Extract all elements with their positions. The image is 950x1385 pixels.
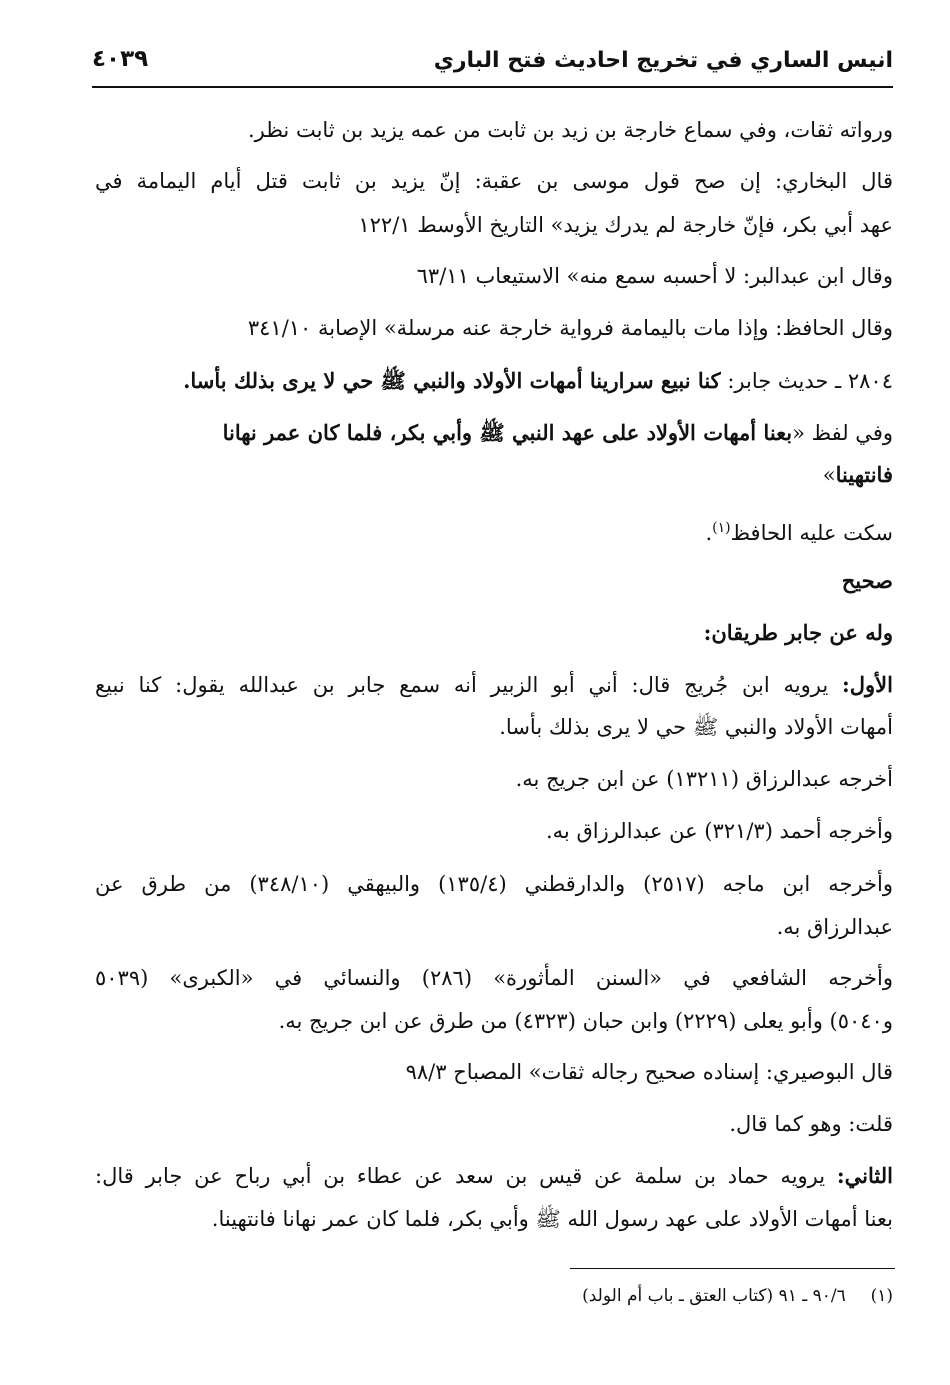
takhrij-line: وأخرجه الشافعي في «السنن المأثورة» (٢٨٦) والنسائي في «الكبرى» (٥٠٣٩ bbox=[95, 966, 893, 990]
hadith-number: ٢٨٠٤ ـ حديث جابر: bbox=[720, 369, 893, 393]
second-path-label: الثاني: bbox=[836, 1163, 893, 1188]
body-line: أمهات الأولاد والنبي ﷺ حي لا يرى بذلك بأسا. bbox=[499, 715, 893, 739]
variant-line-end bbox=[823, 460, 893, 490]
silent-note-text: سكت عليه الحافظ bbox=[730, 521, 893, 545]
header-rule bbox=[92, 86, 893, 88]
silent-note: سكت عليه الحافظ$^{(١)}$. bbox=[705, 520, 893, 545]
first-path-label: الأول: bbox=[842, 672, 893, 697]
variant-prefix: وفي لفظ « bbox=[792, 421, 893, 445]
variant-text-end: فانتهينا bbox=[835, 462, 893, 487]
body-line: قلت: وهو كما قال. bbox=[729, 1112, 893, 1136]
takhrij-line: أخرجه عبدالرزاق (١٣٢١١) عن ابن جريج به. bbox=[515, 767, 893, 791]
body-line: قال البخاري: إن صح قول موسى بن عقبة: إنّ يزيد بن ثابت قتل أيام اليمامة في bbox=[95, 169, 893, 193]
body-line: وقال الحافظ: وإذا مات باليمامة فرواية خارجة عنه مرسلة» الإصابة ٣٤١/١٠ bbox=[247, 316, 893, 340]
body-line: ورواته ثقات، وفي سماع خارجة بن زيد بن ثابت من عمه يزيد بن ثابت نظر. bbox=[247, 118, 893, 142]
footnote-rule bbox=[570, 1268, 895, 1269]
footnote-ref: (١) bbox=[712, 520, 731, 536]
running-header bbox=[92, 42, 893, 84]
body-line: بعنا أمهات الأولاد على عهد رسول الله ﷺ وأبي بكر، فلما كان عمر نهانا فانتهينا. bbox=[211, 1207, 893, 1231]
footnote-number: (١) bbox=[870, 1286, 893, 1306]
takhrij-line: عبدالرزاق به. bbox=[776, 915, 893, 939]
footnote bbox=[582, 1283, 893, 1309]
variant-line bbox=[223, 418, 893, 448]
paths-heading: وله عن جابر طريقان: bbox=[703, 620, 893, 645]
page-number: ٤٠٣٩ bbox=[92, 46, 149, 72]
grade-heading: صحيح bbox=[841, 568, 893, 593]
body-line: وقال ابن عبدالبر: لا أحسبه سمع منه» الاستيعاب ٦٣/١١ bbox=[416, 264, 893, 288]
second-path-text: يرويه حماد بن سلمة عن قيس بن سعد عن عطاء بن أبي رباح عن جابر قال: bbox=[95, 1164, 837, 1188]
hadith-text: كنا نبيع سرارينا أمهات الأولاد والنبي ﷺ حي لا يرى بذلك بأسا. bbox=[183, 368, 721, 393]
first-path-line bbox=[95, 670, 893, 700]
first-path-text: يرويه ابن جُريج قال: أني أبو الزبير أنه سمع جابر بن عبدالله يقول: كنا نبيع bbox=[95, 673, 843, 697]
body-line: عهد أبي بكر، فإنّ خارجة لم يدرك يزيد» التاريخ الأوسط ١٢٢/١ bbox=[358, 213, 893, 237]
body-line: قال البوصيري: إسناده صحيح رجاله ثقات» المصباح ٩٨/٣ bbox=[405, 1060, 893, 1084]
second-path-line bbox=[95, 1161, 893, 1191]
book-title: انيس الساري في تخريج احاديث فتح الباري bbox=[433, 48, 893, 73]
takhrij-line: وأخرجه أحمد (٣٢١/٣) عن عبدالرزاق به. bbox=[545, 819, 893, 843]
takhrij-line: و٥٠٤٠) وأبو يعلى (٢٢٢٩) وابن حبان (٤٣٢٣) من طرق عن ابن جريج به. bbox=[278, 1009, 893, 1033]
takhrij-line: وأخرجه ابن ماجه (٢٥١٧) والدارقطني (١٣٥/٤) والبيهقي (٣٤٨/١٠) من طرق عن bbox=[95, 872, 894, 896]
hadith-heading bbox=[183, 366, 893, 396]
variant-text: بعنا أمهات الأولاد على عهد النبي ﷺ وأبي بكر، فلما كان عمر نهانا bbox=[222, 420, 793, 445]
variant-close-quote: » bbox=[822, 463, 836, 487]
footnote-text: ٩٠/٦ ـ ٩١ (كتاب العتق ـ باب أم الولد) bbox=[582, 1286, 846, 1306]
